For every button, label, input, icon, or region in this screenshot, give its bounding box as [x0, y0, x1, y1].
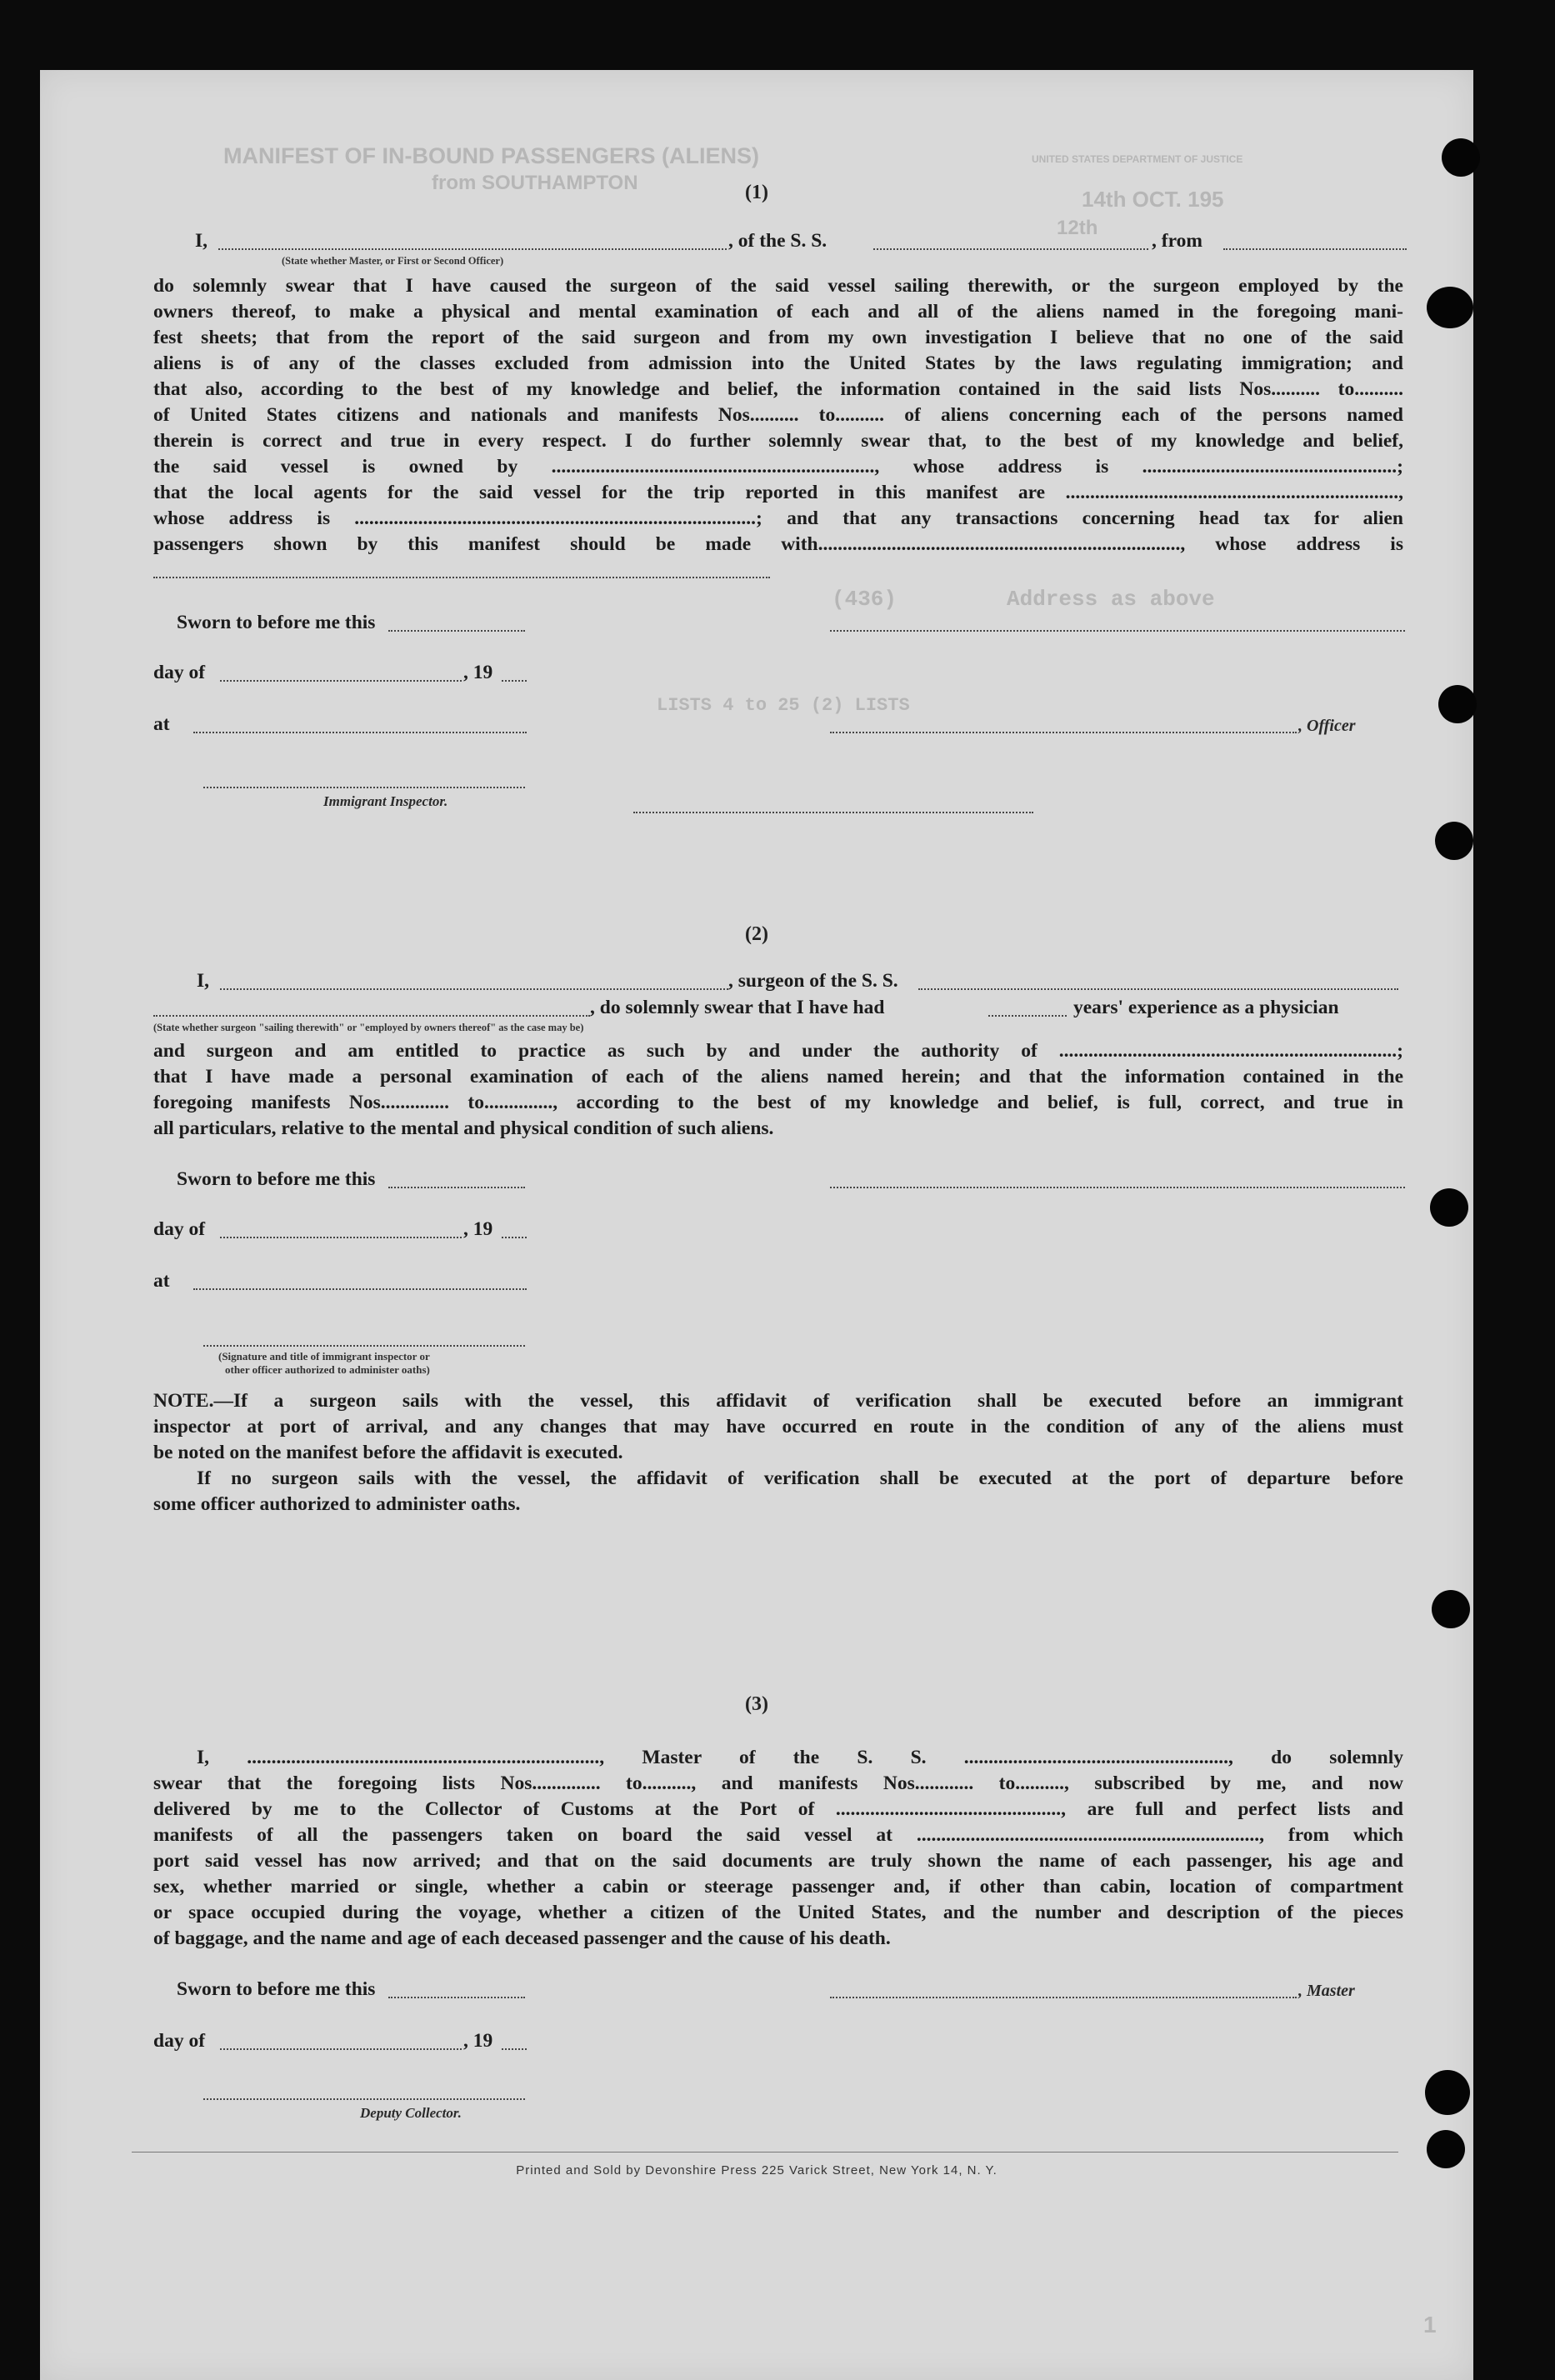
- s3-master-label: , Master: [1298, 1982, 1355, 2000]
- bleed-date-2: 12th: [1057, 217, 1098, 239]
- binder-hole: [1442, 138, 1480, 177]
- s2-para-4: all particulars, relative to the mental and physical condition of such aliens.: [153, 1118, 774, 1139]
- bleed-stamp: UNITED STATES DEPARTMENT OF JUSTICE: [1032, 153, 1243, 165]
- s1-at-label: at: [153, 713, 170, 735]
- s3-para-3: delivered by me to the Collector of Customs at the Port of .............................................., are full and perfect lists and: [153, 1798, 1403, 1820]
- s2-ship-blank: [918, 988, 1398, 990]
- s1-para-11: passengers shown by this manifest should be made with.........................................................................., whose address is: [153, 533, 1403, 555]
- s2-sworn-label: Sworn to before me this: [177, 1168, 376, 1190]
- s3-sworn-blank: [388, 1997, 525, 1998]
- binder-hole: [1435, 822, 1473, 860]
- s2-line2-caption: (State whether surgeon "sailing therewith" or "employed by owners thereof" as the case may be): [153, 1022, 584, 1033]
- s1-para-6: of United States citizens and nationals and manifests Nos.......... to.......... of aliens concerning each of the persons named: [153, 404, 1403, 426]
- s2-year-label: , 19: [463, 1218, 493, 1240]
- s1-at-blank: [193, 732, 527, 733]
- s3-day-blank: [220, 2048, 462, 2050]
- s3-year-blank: [502, 2048, 527, 2050]
- s2-para-1: and surgeon and am entitled to practice as such by and under the authority of .....................................................................;: [153, 1040, 1403, 1062]
- s1-line1-caption: (State whether Master, or First or Second Officer): [282, 255, 504, 267]
- s1-para-5: that also, according to the best of my knowledge and belief, the information contained in the said lists Nos.......... to..........: [153, 378, 1403, 400]
- s1-signature-blank: [830, 630, 1405, 632]
- s1-sworn-label: Sworn to before me this: [177, 612, 376, 633]
- s1-para-8: the said vessel is owned by .................................................................., whose address is ....................................................;: [153, 456, 1403, 478]
- s2-note-2: inspector at port of arrival, and any changes that may have occurred en route in the condition of any of the aliens must: [153, 1416, 1403, 1438]
- s2-line2-years: years' experience as a physician: [1073, 997, 1339, 1018]
- binder-hole: [1425, 2070, 1470, 2115]
- s2-sig-caption-2: other officer authorized to administer oaths): [225, 1363, 430, 1376]
- s2-line2-swear: , do solemnly swear that I have had: [590, 997, 885, 1018]
- bleed-title: MANIFEST OF IN-BOUND PASSENGERS (ALIENS): [223, 143, 760, 168]
- s1-address-blank: [153, 577, 770, 578]
- s1-ship-blank: [873, 248, 1148, 250]
- s2-authority-blank: [203, 1345, 525, 1347]
- s2-note-5: some officer authorized to administer oaths.: [153, 1493, 521, 1515]
- s3-para-1: I, ........................................................................, Master of the S. S. ......................................................, do solemnly: [197, 1747, 1403, 1768]
- s1-inspector-blank: [203, 787, 525, 788]
- s1-day-label: day of: [153, 662, 206, 683]
- s1-from-blank: [1223, 248, 1407, 250]
- binder-hole: [1427, 2130, 1465, 2168]
- s3-para-4: manifests of all the passengers taken on board the said vessel at ......................................................................, from which: [153, 1824, 1403, 1846]
- s1-year-blank: [502, 680, 527, 682]
- s2-at-label: at: [153, 1270, 170, 1292]
- s1-extra-dots: [633, 812, 1033, 813]
- s1-para-9: that the local agents for the said vessel for the trip reported in this manifest are ....................................................................,: [153, 482, 1403, 503]
- s3-collector-caption: Deputy Collector.: [360, 2105, 462, 2121]
- s1-master-blank: [218, 248, 727, 250]
- s3-collector-blank: [203, 2098, 525, 2100]
- s3-sworn-label: Sworn to before me this: [177, 1978, 376, 2000]
- s1-para-3: fest sheets; that from the report of the said surgeon and from my own investigation I believe that no one of the said: [153, 327, 1403, 348]
- s1-para-2: owners thereof, to make a physical and mental examination of each and all of the aliens named in the foregoing mani-: [153, 301, 1403, 322]
- bleed-typed-address: Address as above: [1007, 587, 1215, 612]
- s1-sworn-blank: [388, 630, 525, 632]
- s1-para-1: do solemnly swear that I have caused the surgeon of the said vessel sailing therewith, or the surgeon employed by the: [153, 275, 1403, 297]
- s2-status-blank: [153, 1015, 590, 1017]
- printer-footer: Printed and Sold by Devonshire Press 225 Varick Street, New York 14, N. Y.: [516, 2163, 998, 2178]
- s2-para-2: that I have made a personal examination of each of the aliens named herein; and that the information contained in the: [153, 1066, 1403, 1088]
- bleed-typed-number: (436): [832, 587, 898, 612]
- s3-para-2: swear that the foregoing lists Nos.............. to.........., and manifests Nos............ to.........., subscribed by me, and now: [153, 1772, 1403, 1794]
- bleed-page-mark: 1: [1423, 2312, 1437, 2338]
- s1-day-blank: [220, 680, 462, 682]
- s1-year-label: , 19: [463, 662, 493, 683]
- s1-line1-ship: , of the S. S.: [728, 230, 828, 252]
- s1-para-7: therein is correct and true in every respect. I do further solemnly swear that, to the best of my knowledge and belief,: [153, 430, 1403, 452]
- s3-para-7: or space occupied during the voyage, whether a citizen of the United States, and the number and description of the pieces: [153, 1902, 1403, 1923]
- section-1-number: (1): [745, 182, 768, 203]
- s2-line1-ship: , surgeon of the S. S.: [728, 970, 898, 992]
- s2-surgeon-blank: [220, 988, 728, 990]
- s2-para-3: foregoing manifests Nos.............. to.............., according to the best of my knowledge and belief, is full, correct, and true in: [153, 1092, 1403, 1113]
- s3-master-blank: [830, 1997, 1297, 1998]
- s1-officer-label: , Officer: [1298, 717, 1356, 735]
- s3-para-5: port said vessel has now arrived; and that on the said documents are truly shown the name of each passenger, his age and: [153, 1850, 1403, 1872]
- s2-at-blank: [193, 1288, 527, 1290]
- s2-years-blank: [988, 1015, 1067, 1017]
- s3-year-label: , 19: [463, 2030, 493, 2052]
- s2-note-3: be noted on the manifest before the affidavit is executed.: [153, 1442, 623, 1463]
- s1-para-4: aliens is of any of the classes excluded from admission into the United States by the laws regulating immigration; and: [153, 352, 1403, 374]
- manifest-form-page: [40, 70, 1473, 2380]
- s3-day-label: day of: [153, 2030, 206, 2052]
- s2-note-4: If no surgeon sails with the vessel, the affidavit of verification shall be executed at the port of departure before: [197, 1468, 1403, 1489]
- s2-signature-blank: [830, 1187, 1405, 1188]
- section-2-number: (2): [745, 923, 768, 945]
- bleed-typed-lists: LISTS 4 to 25 (2) LISTS: [657, 695, 910, 716]
- s2-year-blank: [502, 1237, 527, 1238]
- s3-para-8: of baggage, and the name and age of each deceased passenger and the cause of his death.: [153, 1928, 891, 1949]
- s2-line1-i: I,: [197, 970, 210, 992]
- s2-day-blank: [220, 1237, 462, 1238]
- s2-sworn-blank: [388, 1187, 525, 1188]
- s1-line1-i: I,: [195, 230, 208, 252]
- s1-line1-from: , from: [1152, 230, 1202, 252]
- binder-hole: [1427, 287, 1473, 328]
- binder-hole: [1432, 1590, 1470, 1628]
- s2-note-1: NOTE.—If a surgeon sails with the vessel, this affidavit of verification shall be executed before an immigrant: [153, 1390, 1403, 1412]
- bleed-date: 14th OCT. 195: [1082, 187, 1224, 212]
- bleed-route: from SOUTHAMPTON: [432, 172, 638, 194]
- s3-para-6: sex, whether married or single, whether a cabin or steerage passenger and, if other than cabin, location of compartment: [153, 1876, 1403, 1898]
- s1-para-10: whose address is ..................................................................................; and that any transactions concerning head tax for alien: [153, 508, 1403, 529]
- s2-day-label: day of: [153, 1218, 206, 1240]
- section-3-number: (3): [745, 1693, 768, 1715]
- s2-sig-caption-1: (Signature and title of immigrant inspector or: [218, 1350, 430, 1362]
- s1-officer-blank: [830, 732, 1297, 733]
- binder-hole: [1438, 685, 1477, 723]
- s1-inspector-caption: Immigrant Inspector.: [323, 793, 448, 809]
- binder-hole: [1430, 1188, 1468, 1227]
